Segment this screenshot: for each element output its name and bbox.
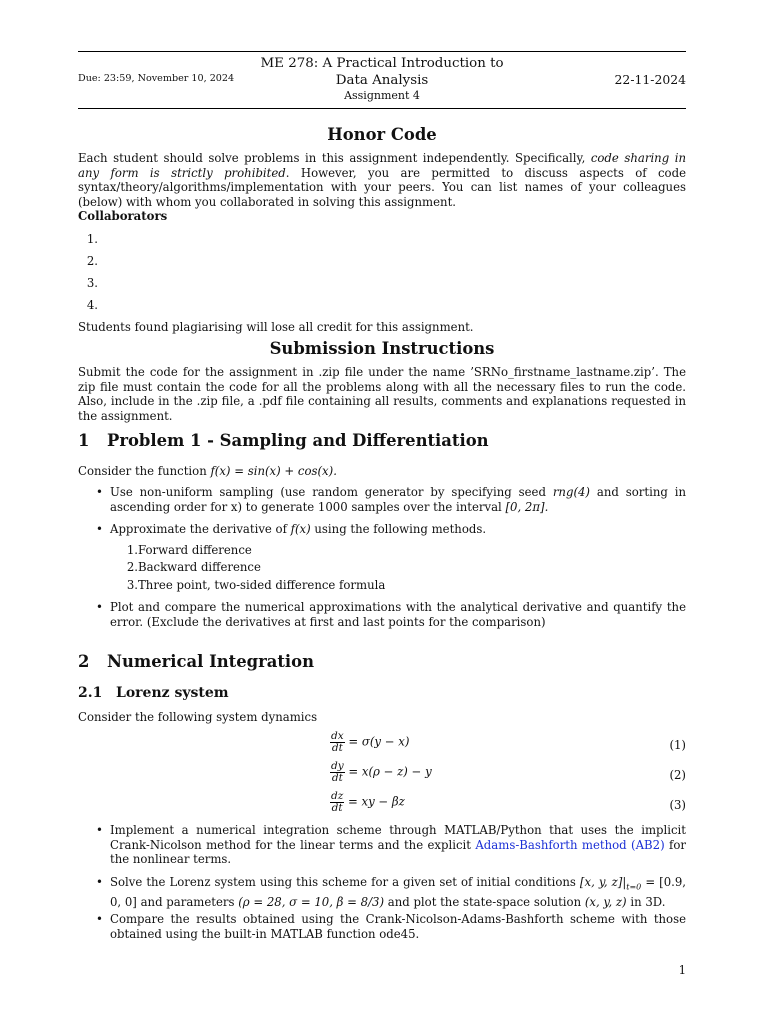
initial-condition-value: = [0.9, 0, 0] [110, 875, 686, 909]
sampling-text-a: Use non-uniform sampling (use random generator by specifying seed [110, 485, 546, 499]
collaborators-label: Collaborators [78, 209, 168, 223]
problem1-function: f(x) = sin(x) + cos(x). [210, 464, 337, 478]
implement-text-b: for the nonlinear terms. [110, 837, 686, 866]
eq2-denominator: dt [331, 772, 343, 784]
eq2-numerator: dy [331, 760, 344, 772]
honor-code-paragraph [78, 151, 686, 209]
derivative-text-b: using the following methods. [314, 522, 487, 536]
collaborator-1-number: 1. [86, 232, 98, 246]
course-title-line2: Data Analysis [335, 73, 429, 88]
honor-code-heading: Honor Code [327, 125, 437, 144]
eq1-rhs: = σ(y − x) [348, 734, 410, 749]
collaborator-4-number: 4. [86, 298, 98, 312]
solve-text-b: and parameters [140, 894, 235, 909]
solve-text-c: and plot the state-space solution [387, 894, 582, 909]
sampling-text-b: and sorting in ascending order for x) to generate 1000 samples over the interval [110, 485, 686, 514]
equation-3-label: (3) [669, 798, 686, 812]
interval: [0, 2π]. [505, 499, 549, 514]
eq3-denominator: dt [331, 802, 343, 814]
lorenz-parameters: (ρ = 28, σ = 10, β = 8/3) [238, 894, 385, 909]
problem1-intro-text: Consider the function [78, 464, 207, 478]
eq2-fraction [330, 761, 345, 784]
solve-text-d: in 3D. [630, 894, 666, 909]
ab2-link[interactable]: Adams-Bashforth method (AB2) [475, 837, 665, 852]
eq1-fraction [330, 731, 345, 754]
method-forward: Forward difference [138, 543, 252, 557]
header-top-rule [78, 51, 686, 52]
plagiarism-note: Students found plagiarising will lose all credit for this assignment. [78, 320, 474, 334]
lorenz-bullet-implement [110, 823, 686, 867]
problem1-bullet-sampling [110, 485, 686, 514]
implement-text-a: Implement a numerical integration scheme through MATLAB/Python that uses the implicit Crank-Nicolson method for the linear terms and the explicit [110, 823, 686, 852]
state-vector: (x, y, z) [584, 894, 627, 909]
problem1-bullet-derivative [110, 522, 686, 537]
equation-1 [330, 731, 409, 754]
honor-code-emphasis: code sharing in any form is strictly prohibited [78, 151, 686, 180]
equation-2-label: (2) [669, 768, 686, 782]
problem1-bullet-compare: Plot and compare the numerical approximations with the analytical derivative and quantify the error. (Exclude the derivatives at first and last points for the comparison) [110, 600, 686, 629]
subsection-lorenz-heading [78, 685, 229, 701]
section2-title: Numerical Integration [107, 652, 315, 671]
submission-paragraph: Submit the code for the assignment in .zip file under the name ’SRNo_firstname_lastname.zip’. The zip file must contain the code for all the problems along with all the necessary files to run the code. Also, include in the .zip file, a .pdf file containing all results, comments and explanations requested in the assignment. [78, 365, 686, 423]
method-three-point: Three point, two-sided difference formula [138, 578, 386, 592]
eq3-numerator: dz [331, 790, 344, 802]
equation-1-label: (1) [669, 738, 686, 752]
derivative-function: f(x) [290, 522, 311, 536]
lorenz-intro: Consider the following system dynamics [78, 710, 318, 724]
subsection-number: 2.1 [78, 685, 103, 701]
subsection-title: Lorenz system [116, 685, 229, 701]
header-bottom-rule [78, 108, 686, 109]
assignment-label: Assignment 4 [344, 89, 420, 102]
section2-heading [78, 652, 314, 671]
rng-seed: rng(4) [552, 485, 590, 499]
document-page [78, 0, 686, 1024]
solve-text-a: Solve the Lorenz system using this scheme for a given set of initial conditions [110, 875, 576, 889]
collaborator-3-number: 3. [86, 276, 98, 290]
page-number: 1 [678, 963, 686, 977]
bullet-marker: • [96, 875, 103, 889]
course-title-line1: ME 278: A Practical Introduction to [260, 56, 504, 71]
derivative-text-a: Approximate the derivative of [110, 522, 287, 536]
eq1-denominator: dt [331, 742, 343, 754]
bullet-marker: • [96, 912, 103, 926]
eq2-rhs: = x(ρ − z) − y [348, 764, 432, 779]
lorenz-bullet-compare: Compare the results obtained using the Crank-Nicolson-Adams-Bashforth scheme with those obtained using the built-in MATLAB function ode45. [110, 912, 686, 941]
initial-condition-subscript: t=0 [626, 882, 642, 892]
header-date: 22-11-2024 [614, 72, 686, 87]
problem1-intro [78, 464, 337, 479]
bullet-marker: • [96, 485, 103, 499]
method-backward: Backward difference [138, 560, 261, 574]
bullet-marker: • [96, 823, 103, 837]
due-date: Due: 23:59, November 10, 2024 [78, 73, 235, 84]
eq1-numerator: dx [331, 730, 344, 742]
eq3-rhs: = xy − βz [347, 794, 405, 809]
honor-code-text-1: Each student should solve problems in this assignment independently. Specifically, [78, 151, 586, 165]
section2-number: 2 [78, 652, 90, 671]
eq3-fraction [330, 791, 344, 814]
submission-heading: Submission Instructions [269, 339, 495, 358]
method-1-number: 1. [126, 543, 138, 557]
bullet-marker: • [96, 522, 103, 536]
bullet-marker: • [96, 600, 103, 614]
method-2-number: 2. [126, 560, 138, 574]
initial-condition-vector: [x, y, z]| [579, 875, 627, 889]
problem1-title: Problem 1 - Sampling and Differentiation [107, 431, 489, 450]
collaborator-2-number: 2. [86, 254, 98, 268]
problem1-heading [78, 431, 489, 450]
equation-3 [330, 791, 405, 814]
equation-2 [330, 761, 432, 784]
honor-code-text-2: . However, you are permitted to discuss aspects of code syntax/theory/algorithms/implementation with your peers. You can list names of your colleagues (below) with whom you collaborated in solving this assignment. [78, 165, 686, 209]
course-title [78, 55, 686, 103]
problem1-number: 1 [78, 431, 90, 450]
method-3-number: 3. [126, 578, 138, 592]
lorenz-bullet-solve [110, 875, 686, 909]
